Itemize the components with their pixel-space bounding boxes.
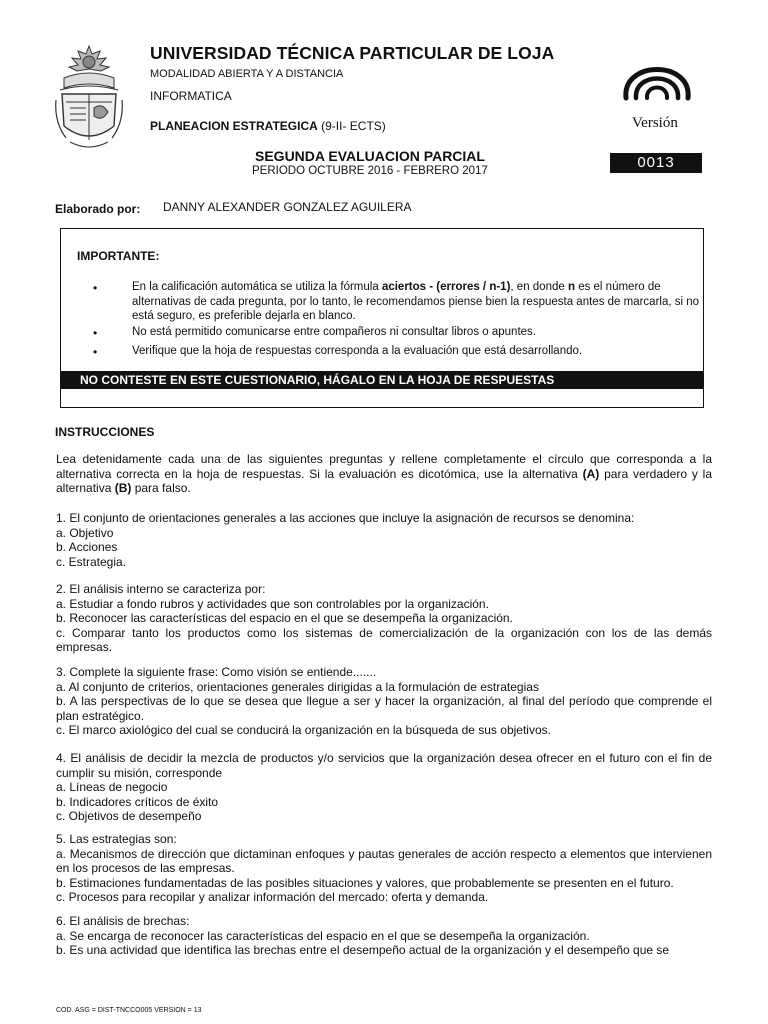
instructions-fragment: para verdadero y la alternativa bbox=[56, 466, 713, 495]
subject bbox=[150, 119, 386, 133]
university-name: UNIVERSIDAD TÉCNICA PARTICULAR DE LOJA bbox=[150, 43, 555, 63]
bullet-dot: • bbox=[93, 281, 98, 295]
instructions-title: INSTRUCCIONES bbox=[55, 425, 155, 439]
bullet-dot: • bbox=[93, 345, 98, 359]
question-4 bbox=[56, 751, 712, 824]
version-number-badge: 0013 bbox=[610, 153, 702, 173]
answer-option: b. Estimaciones fundamentadas de las posibles situaciones y valores, que probablemente se presenten en el futuro. bbox=[56, 875, 674, 890]
important-item-verify-sheet: Verifique que la hoja de respuestas corresponda a la evaluación que está desarrollando. bbox=[132, 345, 583, 357]
question-stem: 5. Las estrategias son: bbox=[56, 832, 177, 846]
scoring-formula: aciertos - (errores / n-1) bbox=[381, 281, 511, 293]
answer-option: a. Al conjunto de criterios, orientaciones generales dirigidas a la formulación de estrategias bbox=[56, 679, 539, 694]
modality: MODALIDAD ABIERTA Y A DISTANCIA bbox=[150, 68, 344, 80]
question-5 bbox=[56, 832, 712, 905]
university-crest-icon bbox=[52, 42, 126, 154]
instructions-fragment: para falso. bbox=[131, 481, 191, 495]
answer-option: b. Es una actividad que identifica las brechas entre el desempeño actual de la organización y el desempeño que se bbox=[56, 943, 670, 957]
author-name: DANNY ALEXANDER GONZALEZ AGUILERA bbox=[163, 200, 412, 214]
answer-option: c. Procesos para recopilar y analizar información del mercado: oferta y demanda. bbox=[56, 890, 489, 904]
university-logo-icon bbox=[620, 42, 694, 104]
author-label: Elaborado por: bbox=[55, 202, 141, 216]
answer-option: b. Acciones bbox=[56, 540, 118, 554]
question-3 bbox=[56, 665, 712, 738]
subject-code: (9-II- ECTS) bbox=[321, 119, 386, 133]
answer-option: b. Reconocer las características del espacio en el que se desempeña la organización. bbox=[56, 611, 513, 625]
question-stem: 6. El análisis de brechas: bbox=[56, 914, 190, 928]
bullet-dot: • bbox=[93, 326, 98, 340]
answer-option: b. Indicadores críticos de éxito bbox=[56, 794, 219, 809]
scoring-text: , en donde bbox=[510, 281, 568, 293]
answer-option: a. Se encarga de reconocer las características del espacio en el que se desempeña la organización. bbox=[56, 928, 590, 943]
answer-option: a. Estudiar a fondo rubros y actividades que son controlables por la organización. bbox=[56, 596, 489, 611]
alternative-b: (B) bbox=[114, 481, 132, 495]
instructions-text bbox=[56, 452, 712, 496]
question-1 bbox=[56, 511, 712, 569]
instructions-fragment: Lea detenidamente cada una de las siguientes preguntas y rellene completamente el círculo que corresponda a la alternativa correcta en la hoja de respuestas. Si la evaluación es dicotómica, use la alternativa bbox=[56, 452, 712, 481]
warning-bar: NO CONTESTE EN ESTE CUESTIONARIO, HÁGALO EN LA HOJA DE RESPUESTAS bbox=[60, 371, 704, 389]
evaluation-period: PERIODO OCTUBRE 2016 - FEBRERO 2017 bbox=[252, 165, 488, 177]
answer-option: a. Objetivo bbox=[56, 525, 114, 540]
answer-option: b. A las perspectivas de lo que se desea que llegue a ser y hacer la organización, al final del período que comprende el plan estratégico. bbox=[56, 694, 712, 723]
important-item-no-communication: No está permitido comunicarse entre compañeros ni consultar libros o apuntes. bbox=[132, 326, 536, 338]
answer-option: a. Líneas de negocio bbox=[56, 780, 168, 794]
scoring-text: es el número de alternativas de cada pregunta, por lo tanto, le recomendamos piense bien la respuesta antes de marcarla, si no está seguro, es preferible dejarla en blanco. bbox=[132, 281, 700, 322]
question-6 bbox=[56, 914, 712, 958]
document-code-footer: COD. ASG = DIST-TNCCO005 VERSION = 13 bbox=[56, 1007, 202, 1014]
answer-option: c. Estrategia. bbox=[56, 554, 127, 569]
important-title: IMPORTANTE: bbox=[77, 249, 160, 263]
version-label: Versión bbox=[632, 115, 678, 131]
subject-name: PLANEACION ESTRATEGICA bbox=[150, 119, 318, 133]
question-2 bbox=[56, 582, 712, 655]
answer-option: c. El marco axiológico del cual se conducirá la organización en la búsqueda de sus objetivos. bbox=[56, 723, 551, 737]
question-stem: 3. Complete la siguiente frase: Como visión se entiende....... bbox=[56, 665, 377, 679]
program-name: INFORMATICA bbox=[150, 89, 232, 103]
alternative-a: (A) bbox=[582, 466, 600, 481]
question-stem: 2. El análisis interno se caracteriza por: bbox=[56, 582, 266, 596]
question-stem: 1. El conjunto de orientaciones generales a las acciones que incluye la asignación de recursos se denomina: bbox=[56, 511, 635, 525]
evaluation-title: SEGUNDA EVALUACION PARCIAL bbox=[255, 148, 485, 164]
answer-option: c. Comparar tanto los productos como los sistemas de comercialización de la organización con los de las demás empresas. bbox=[56, 625, 712, 654]
important-item-scoring bbox=[132, 280, 702, 324]
answer-option: c. Objetivos de desempeño bbox=[56, 809, 202, 823]
question-stem: 4. El análisis de decidir la mezcla de productos y/o servicios que la organización desea ofrecer en el futuro con el fin de cumplir su misión, corresponde bbox=[56, 751, 712, 780]
answer-option: a. Mecanismos de dirección que dictaminan enfoques y pautas generales de acción respecto a elementos que intervienen en los procesos de las empresas. bbox=[56, 846, 712, 875]
scoring-n: n bbox=[567, 281, 575, 293]
scoring-text: En la calificación automática se utiliza la fórmula bbox=[132, 281, 382, 293]
